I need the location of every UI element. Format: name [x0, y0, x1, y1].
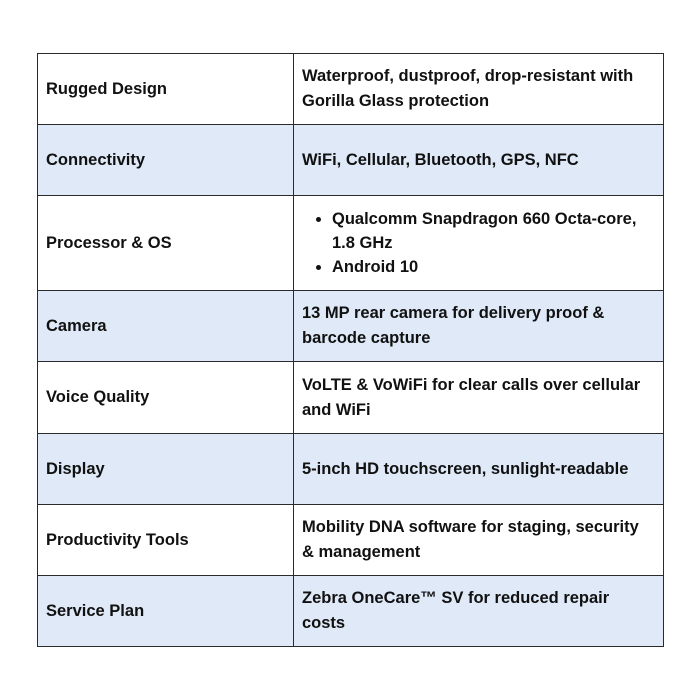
- table-row: [38, 125, 664, 196]
- table-row: [38, 362, 664, 434]
- spec-label: Rugged Design: [38, 54, 294, 125]
- spec-label: Productivity Tools: [38, 505, 294, 576]
- spec-value: 13 MP rear camera for delivery proof & barcode capture: [294, 291, 664, 362]
- spec-label: Camera: [38, 291, 294, 362]
- bullet-list: [302, 207, 655, 279]
- list-item: • Qualcomm Snapdragon 660 Octa-core, 1.8 GHz: [332, 207, 655, 255]
- table-row: [38, 54, 664, 125]
- spec-value: WiFi, Cellular, Bluetooth, GPS, NFC: [294, 125, 664, 196]
- table-row: [38, 576, 664, 647]
- spec-label: Connectivity: [38, 125, 294, 196]
- table-row: [38, 434, 664, 505]
- spec-label: Processor & OS: [38, 196, 294, 291]
- specs-table: [37, 53, 664, 647]
- spec-value: Zebra OneCare™ SV for reduced repair costs: [294, 576, 664, 647]
- list-item: • Android 10: [332, 255, 655, 279]
- table-row: [38, 505, 664, 576]
- spec-label: Display: [38, 434, 294, 505]
- spec-label: Voice Quality: [38, 362, 294, 434]
- table-row: [38, 291, 664, 362]
- spec-value: VoLTE & VoWiFi for clear calls over cellular and WiFi: [294, 362, 664, 434]
- table-row: [38, 196, 664, 291]
- spec-value: Waterproof, dustproof, drop-resistant with Gorilla Glass protection: [294, 54, 664, 125]
- spec-value: 5-inch HD touchscreen, sunlight-readable: [294, 434, 664, 505]
- spec-label: Service Plan: [38, 576, 294, 647]
- spec-value: Mobility DNA software for staging, security & management: [294, 505, 664, 576]
- spec-value: [294, 196, 664, 291]
